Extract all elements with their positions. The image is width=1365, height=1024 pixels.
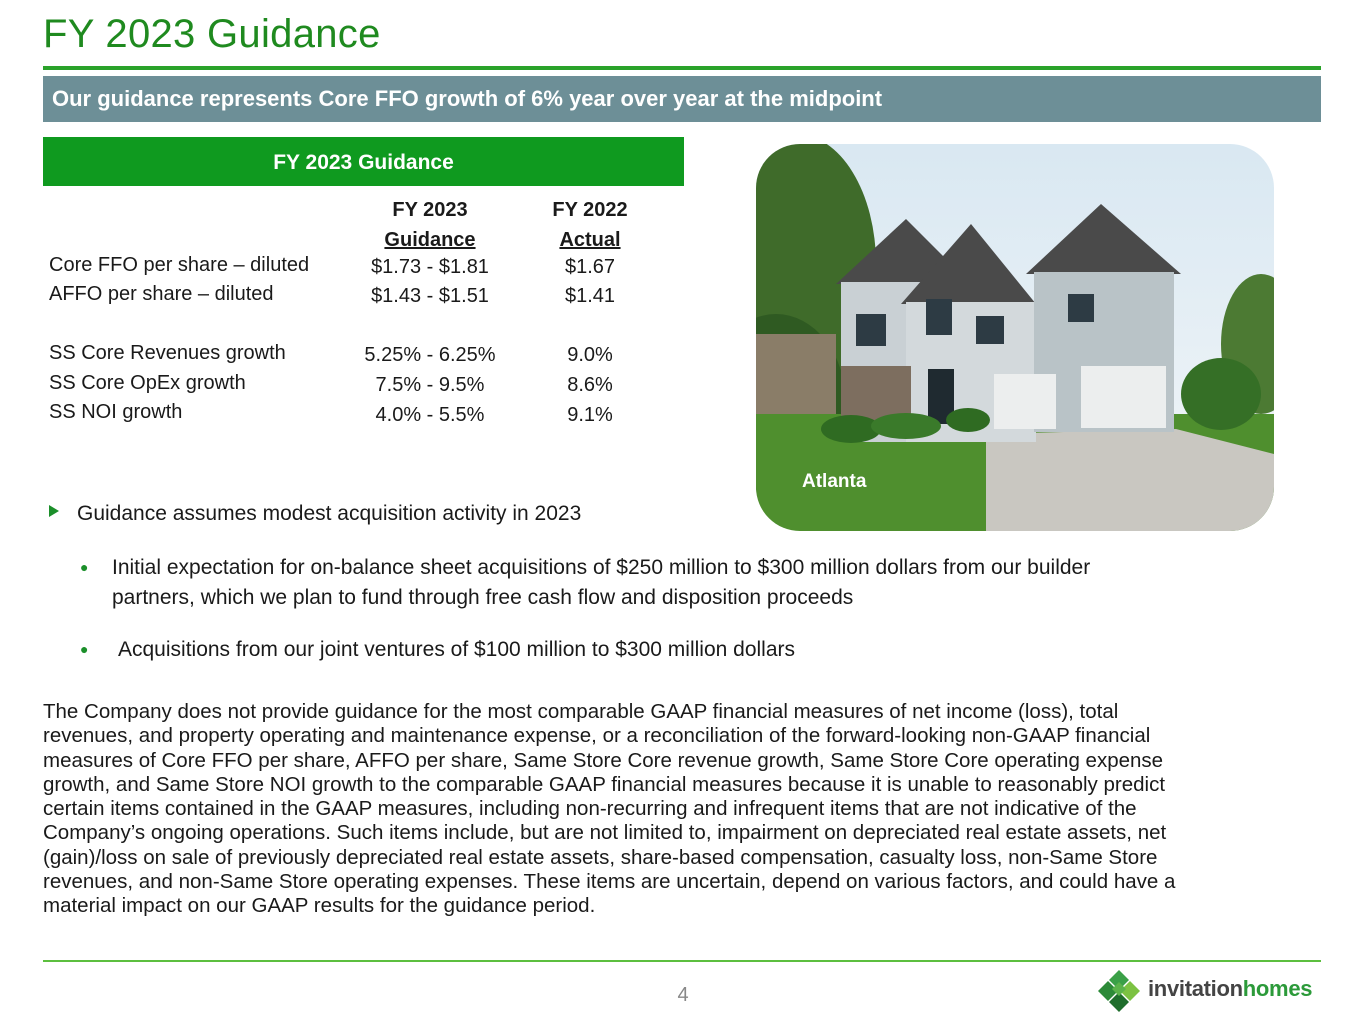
col-header-guidance-line1: FY 2023 (392, 199, 468, 221)
disclaimer-line: (gain)/loss on sale of previously depreciated real estate assets, share-based compensation, casualty loss, non-Same Store (43, 845, 1158, 869)
disclaimer-line: measures of Core FFO per share, AFFO per share, Same Store Core revenue growth, Same Store Core operating expense (43, 748, 1164, 772)
col-header-actual (530, 195, 650, 255)
row-actual: 8.6% (567, 374, 613, 396)
row-actual: $1.67 (564, 256, 616, 278)
col-header-actual-line2: Actual (559, 229, 621, 251)
row-actual: $1.41 (564, 285, 616, 307)
dot-bullet-icon: ● (80, 559, 89, 575)
photo-caption: Atlanta (802, 471, 867, 492)
row-guidance: 7.5% - 9.5% (375, 374, 485, 396)
row-label: SS Core OpEx growth (49, 372, 246, 394)
sub-bullet-line: Initial expectation for on-balance sheet acquisitions of $250 million to $300 million dollars from our builder (112, 556, 1091, 579)
bullet-main-text: Guidance assumes modest acquisition activity in 2023 (77, 502, 582, 525)
col-header-actual-line1: FY 2022 (552, 199, 628, 221)
title-divider (43, 66, 1321, 70)
sub-bullet (112, 553, 1090, 613)
logo-wordmark (1148, 976, 1312, 1002)
disclaimer-line: revenues, and non-Same Store operating expenses. These items are uncertain, depend on various factors, and could have a (43, 870, 1176, 894)
sub-bullet-line: partners, which we plan to fund through free cash flow and disposition proceeds (112, 586, 854, 609)
col-header-guidance (360, 195, 500, 255)
bullet-main (49, 502, 581, 526)
row-label: SS NOI growth (49, 401, 183, 423)
table-title: FY 2023 Guidance (43, 137, 684, 186)
row-guidance: 5.25% - 6.25% (364, 344, 496, 366)
disclaimer-line: revenues, and property operating and maintenance expense, or a reconciliation of the forward-looking non-GAAP financial (43, 724, 1151, 748)
row-label: SS Core Revenues growth (49, 342, 286, 364)
row-actual: 9.1% (567, 404, 613, 426)
row-label: AFFO per share – diluted (49, 283, 274, 305)
footer-divider (43, 960, 1321, 962)
page-title: FY 2023 Guidance (43, 12, 381, 56)
sub-bullet (118, 635, 795, 665)
triangle-bullet-icon (49, 505, 59, 517)
col-header-guidance-line2: Guidance (384, 229, 476, 251)
row-guidance: $1.73 - $1.81 (371, 256, 489, 278)
headline-banner: Our guidance represents Core FFO growth of 6% year over year at the midpoint (43, 76, 1321, 122)
disclaimer-line: certain items contained in the GAAP measures, including non-recurring and infrequent items that are not indicative of the (43, 797, 1137, 821)
sub-bullet-line: Acquisitions from our joint ventures of $100 million to $300 million dollars (118, 638, 796, 661)
logo-word-2: homes (1242, 976, 1313, 1001)
diamond-cluster-icon (1096, 968, 1142, 1014)
row-guidance: $1.43 - $1.51 (371, 285, 489, 307)
row-actual: 9.0% (567, 344, 613, 366)
row-guidance: 4.0% - 5.5% (375, 404, 485, 426)
disclaimer-paragraph (43, 700, 1303, 919)
disclaimer-line: growth, and Same Store NOI growth to the comparable GAAP financial measures because it is unable to reasonably predict (43, 772, 1166, 796)
row-label: Core FFO per share – diluted (49, 254, 310, 276)
disclaimer-line: Company’s ongoing operations. Such items include, but are not limited to, impairment on depreciated real estate assets, net (43, 821, 1167, 845)
page-number: 4 (677, 984, 689, 1006)
disclaimer-line: material impact on our GAAP results for the guidance period. (43, 894, 596, 918)
company-logo (1096, 968, 1321, 1014)
logo-word-1: invitation (1148, 976, 1243, 1001)
disclaimer-line: The Company does not provide guidance for the most comparable GAAP financial measures of net income (loss), total (43, 700, 1119, 723)
dot-bullet-icon: ● (80, 641, 89, 657)
